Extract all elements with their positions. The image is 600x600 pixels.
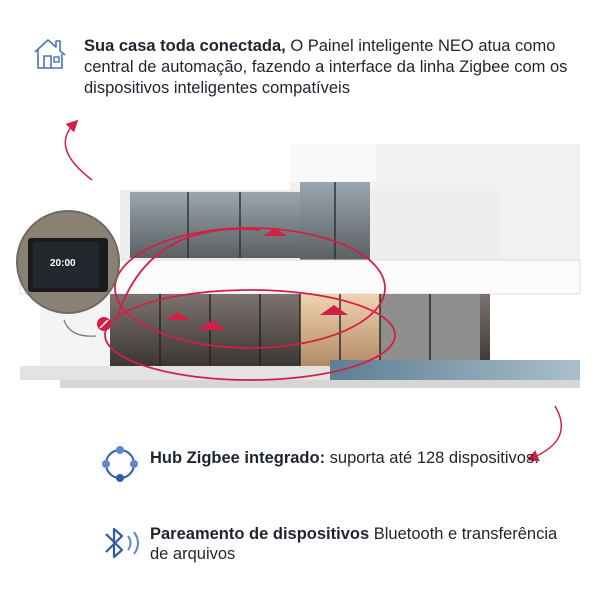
- arrow-top-left: [65, 124, 92, 180]
- feature-hub: [150, 448, 570, 468]
- hub-network-icon: [100, 444, 140, 484]
- feature-hub-text: suporta até 128 dispositivos.: [325, 449, 539, 467]
- intro-text: [84, 36, 584, 99]
- feature-bluetooth: [150, 524, 570, 564]
- panel-clock: 20:00: [50, 258, 76, 269]
- feature-hub-bold: Hub Zigbee integrado:: [150, 449, 326, 467]
- house-scene: [0, 110, 600, 470]
- intro-bold: Sua casa toda conectada,: [84, 37, 286, 55]
- house-icon: [32, 36, 68, 70]
- panel-device: [16, 210, 120, 314]
- bluetooth-icon: [98, 524, 146, 562]
- feature-bluetooth-text: Bluetooth e transferência de arquivos: [150, 525, 558, 563]
- intro-body: O Painel inteligente NEO atua como central de automação, fazendo a interface da linha Zigbee com os dispositivos inteligentes compatíveis: [84, 37, 568, 97]
- feature-bluetooth-bold: Pareamento de dispositivos: [150, 525, 370, 543]
